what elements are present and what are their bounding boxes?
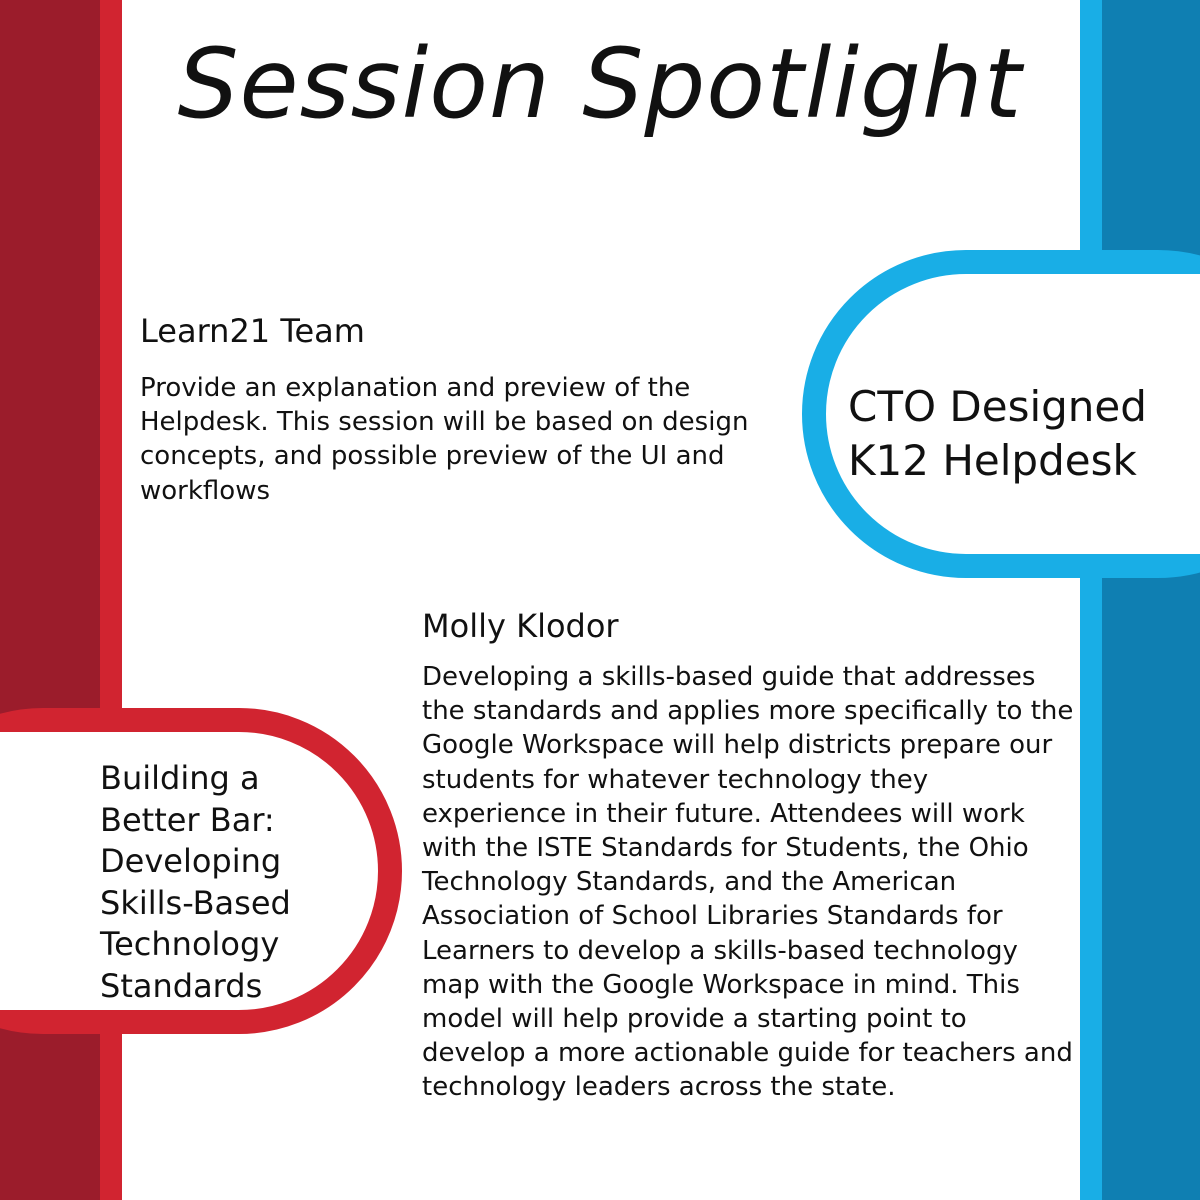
session-1-title: CTO Designed K12 Helpdesk [848, 382, 1147, 485]
right-dark-blue-stripe [1102, 0, 1200, 1200]
right-light-blue-stripe [1080, 0, 1102, 1200]
session-1-speaker: Learn21 Team [140, 312, 365, 350]
session-1-description: Provide an explanation and preview of the Helpdesk. This session will be based on design concepts, and possible preview of the UI and workflows [140, 373, 749, 506]
session-2-description: Developing a skills-based guide that addresses the standards and applies more specifically to the Google Workspace will help districts prepare our students for whatever technology they experience in their future. Attendees will work with the ISTE Standards for Students, the Ohio Technology Standards, and the American Association of School Libraries Standards for Learners to develop a skills-based technology map with the Google Workspace in mind. This model will help provide a starting point to develop a more actionable guide for teachers and technology leaders across the state. [422, 662, 1074, 1103]
session-2-title: Building a Better Bar: Developing Skills-Based Technology Standards [100, 759, 291, 1005]
session-2-speaker: Molly Klodor [422, 607, 619, 645]
page-title: Session Spotlight [177, 28, 1023, 140]
